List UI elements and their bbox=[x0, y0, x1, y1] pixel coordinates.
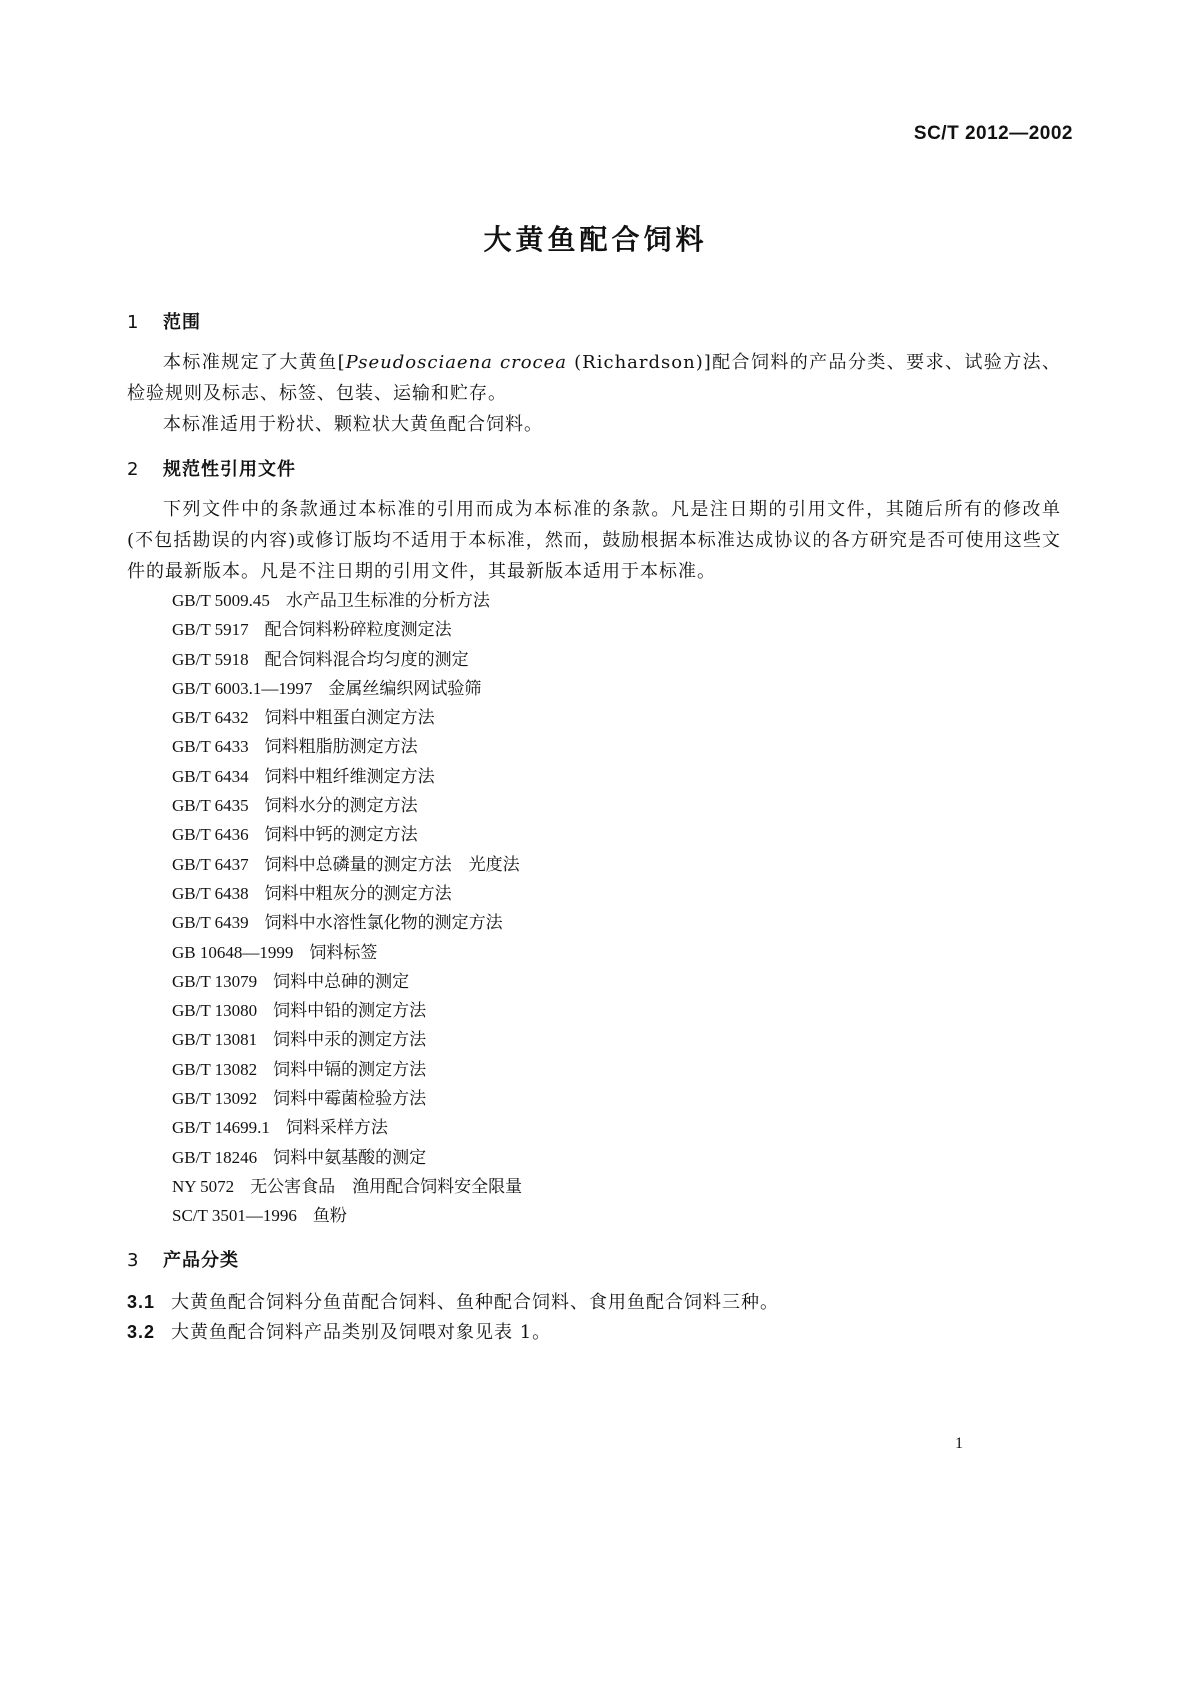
reference-item: GB/T 13092 饲料中霉菌检验方法 bbox=[172, 1089, 427, 1110]
section-title: 范围 bbox=[163, 312, 201, 333]
reference-item: GB/T 14699.1 饲料采样方法 bbox=[172, 1118, 388, 1139]
reference-item: GB/T 5917 配合饲料粉碎粒度测定法 bbox=[172, 620, 452, 641]
reference-item: GB/T 6438 饲料中粗灰分的测定方法 bbox=[172, 883, 452, 904]
reference-item: GB/T 13081 饲料中汞的测定方法 bbox=[172, 1030, 427, 1051]
standard-code: SC/T 2012—2002 bbox=[913, 123, 1073, 144]
clause-text: 大黄鱼配合饲料分鱼苗配合饲料、鱼种配合饲料、食用鱼配合饲料三种。 bbox=[171, 1292, 779, 1313]
reference-list bbox=[172, 586, 522, 1231]
clause-3-2 bbox=[127, 1318, 551, 1347]
document-title: 大黄鱼配合饲料 bbox=[483, 223, 708, 256]
section-2-intro bbox=[127, 494, 1061, 587]
clause-number: 3.2 bbox=[127, 1322, 156, 1342]
reference-item: GB/T 5918 配合饲料混合均匀度的测定 bbox=[172, 649, 469, 670]
reference-item: GB/T 6434 饲料中粗纤维测定方法 bbox=[172, 766, 435, 787]
reference-item: GB/T 13079 饲料中总砷的测定 bbox=[172, 971, 410, 992]
section-1-body bbox=[127, 347, 1061, 440]
reference-item: GB/T 6437 饲料中总磷量的测定方法 光度法 bbox=[172, 854, 520, 875]
clause-3-1 bbox=[127, 1288, 779, 1317]
reference-item: GB/T 6432 饲料中粗蛋白测定方法 bbox=[172, 708, 435, 729]
section-number: 2 bbox=[127, 459, 140, 480]
reference-item: GB/T 13082 饲料中镉的测定方法 bbox=[172, 1059, 427, 1080]
section-2-heading bbox=[127, 455, 296, 481]
reference-item: GB 10648—1999 饲料标签 bbox=[172, 942, 378, 963]
page-number: 1 bbox=[955, 1435, 963, 1452]
reference-item: GB/T 6435 饲料水分的测定方法 bbox=[172, 796, 418, 817]
section-number: 3 bbox=[127, 1250, 140, 1271]
section-title: 规范性引用文件 bbox=[163, 459, 296, 480]
reference-item: GB/T 6439 饲料中水溶性氯化物的测定方法 bbox=[172, 913, 503, 934]
reference-item: GB/T 6003.1—1997 金属丝编织网试验筛 bbox=[172, 678, 482, 699]
applicability-paragraph: 本标准适用于粉状、颗粒状大黄鱼配合饲料。 bbox=[163, 414, 543, 435]
reference-item: GB/T 5009.45 水产品卫生标准的分析方法 bbox=[172, 591, 490, 611]
reference-item: GB/T 13080 饲料中铅的测定方法 bbox=[172, 1001, 427, 1022]
section-3-heading bbox=[127, 1246, 239, 1272]
section-number: 1 bbox=[127, 312, 140, 333]
clause-number: 3.1 bbox=[127, 1292, 156, 1312]
species-latin-name: Pseudosciaena crocea bbox=[345, 352, 568, 373]
reference-item: SC/T 3501—1996 鱼粉 bbox=[172, 1206, 347, 1227]
reference-item: GB/T 18246 饲料中氨基酸的测定 bbox=[172, 1147, 427, 1168]
clause-text: 大黄鱼配合饲料产品类别及饲喂对象见表 1。 bbox=[171, 1322, 552, 1343]
section-title: 产品分类 bbox=[163, 1250, 239, 1271]
reference-item: GB/T 6433 饲料粗脂肪测定方法 bbox=[172, 737, 418, 758]
section-1-heading bbox=[127, 308, 201, 334]
reference-item: NY 5072 无公害食品 渔用配合饲料安全限量 bbox=[172, 1176, 523, 1197]
references-intro-paragraph: 下列文件中的条款通过本标准的引用而成为本标准的条款。凡是注日期的引用文件，其随后所有的修改单(不包括勘误的内容)或修订版均不适用于本标准，然而，鼓励根据本标准达成协议的各方研究是否可使用这些文件的最新版本。凡是不注日期的引用文件，其最新版本适用于本标准。 bbox=[127, 499, 1061, 582]
reference-item: GB/T 6436 饲料中钙的测定方法 bbox=[172, 825, 418, 846]
scope-paragraph: 本标准规定了大黄鱼[Pseudosciaena crocea (Richardson)]配合饲料的产品分类、要求、试验方法、检验规则及标志、标签、包装、运输和贮存。 bbox=[127, 352, 1061, 404]
